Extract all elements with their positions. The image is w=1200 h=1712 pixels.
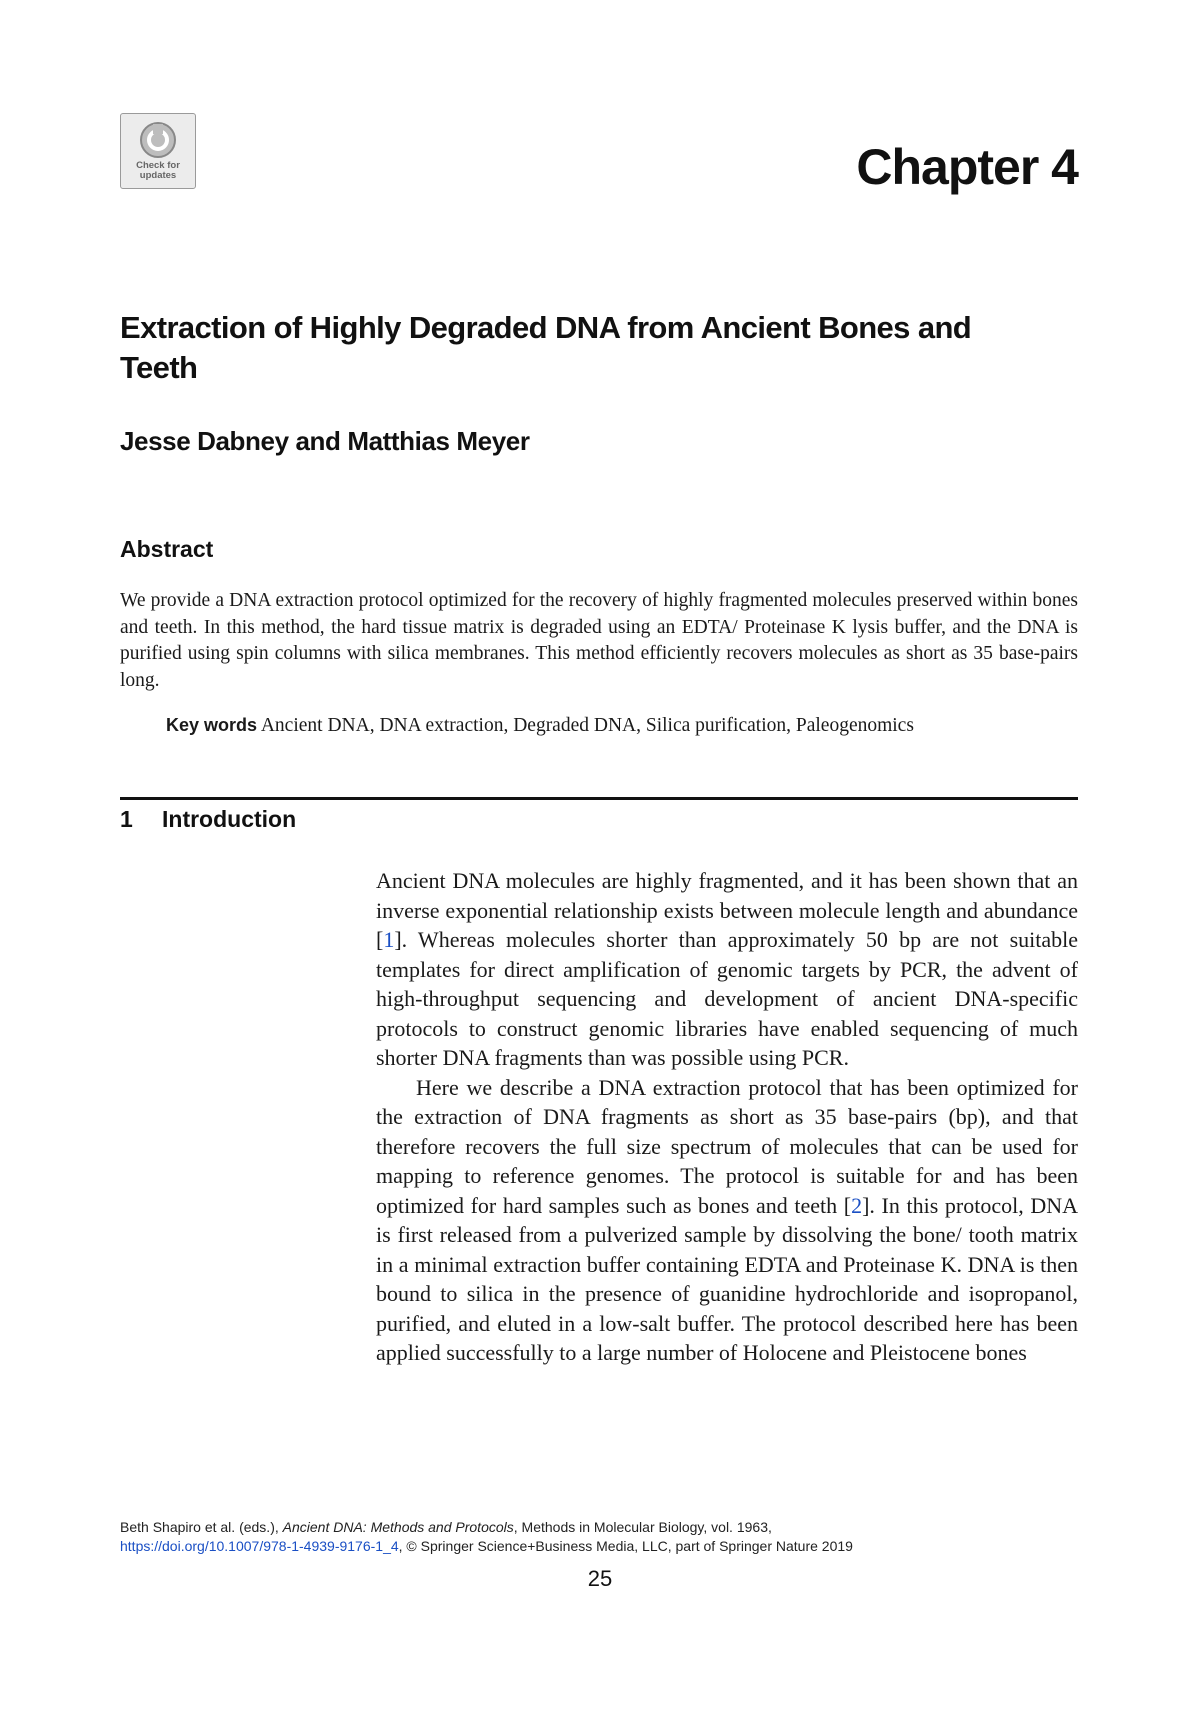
footnote-copyright: , © Springer Science+Business Media, LLC, part of Springer Nature 2019 [398, 1538, 853, 1554]
page-number: 25 [587, 1566, 613, 1591]
section-heading [120, 806, 296, 833]
footnote-series: , Methods in Molecular Biology, vol. 1963, [513, 1519, 772, 1535]
paragraph-1 [376, 866, 1078, 1073]
keywords [166, 712, 1078, 739]
authors: Jesse Dabney and Matthias Meyer [120, 426, 530, 456]
chapter-title: Extraction of Highly Degraded DNA from Ancient Bones and Teeth [120, 310, 972, 385]
footnote-line-2 [120, 1537, 1120, 1556]
section-title: Introduction [162, 806, 297, 832]
footnote [120, 1518, 1120, 1556]
crossmark-icon [138, 120, 178, 160]
paragraph-2-text-b: ]. In this protocol, DNA is first released from a pulverized sample by dissolving the bone/ tooth matrix in a minimal extraction buffer containing EDTA and Proteinase K. DNA is then bound to silica in the presence of guanidine hydrochloride and isopropanol, purified, and eluted in a low-salt buffer. The protocol described here has been applied successfully to a large number of Holocene and Pleistocene bones [376, 1192, 1079, 1365]
badge-line-1: Check for [136, 160, 180, 171]
footnote-editors: Beth Shapiro et al. (eds.), [120, 1519, 283, 1535]
paragraph-1-text-b: ]. Whereas molecules shorter than approximately 50 bp are not suitable templates for direct amplification of genomic targets by PCR, the advent of high-throughput sequencing and development of ancient DNA-specific protocols to construct genomic libraries have enabled sequencing of much shorter DNA fragments than was possible using PCR. [376, 927, 1078, 1070]
paragraph-1-text-a: Ancient DNA molecules are highly fragmented, and it has been shown that an inverse exponential relationship exists between molecule length and abundance [ [376, 868, 1078, 952]
paragraph-2-text-a: Here we describe a DNA extraction protocol that has been optimized for the extraction of DNA fragments as short as 35 base-pairs (bp), and that therefore recovers the full size spectrum of molecules that can be used for mapping to reference genomes. The protocol is suitable for and has been optimized for hard samples such as bones and teeth [ [376, 1074, 1078, 1218]
chapter-label: Chapter 4 [856, 139, 1078, 195]
keywords-label: Key words [166, 715, 258, 735]
paragraph-2 [376, 1073, 1078, 1368]
doi-link[interactable]: https://doi.org/10.1007/978-1-4939-9176-1_4 [120, 1538, 399, 1554]
keywords-list: Ancient DNA, DNA extraction, Degraded DNA, Silica purification, Paleogenomics [260, 715, 914, 736]
abstract-text: We provide a DNA extraction protocol optimized for the recovery of highly fragmented molecules preserved within bones and teeth. In this method, the hard tissue matrix is degraded using an EDTA/ Proteinase K lysis buffer, and the DNA is purified using spin columns with silica membranes. This method efficiently recovers molecules as short as 35 base-pairs long. [120, 590, 1078, 691]
section-divider [120, 797, 1078, 800]
footnote-book-title: Ancient DNA: Methods and Protocols [282, 1519, 514, 1535]
abstract-heading: Abstract [120, 536, 214, 562]
section-number: 1 [120, 806, 133, 832]
body-text [376, 866, 1078, 1368]
check-for-updates-badge[interactable] [120, 113, 196, 189]
badge-line-2: updates [139, 170, 177, 181]
citation-link-2[interactable]: 2 [851, 1192, 863, 1218]
citation-link-1[interactable]: 1 [383, 927, 395, 952]
footnote-line-1 [120, 1518, 1120, 1537]
